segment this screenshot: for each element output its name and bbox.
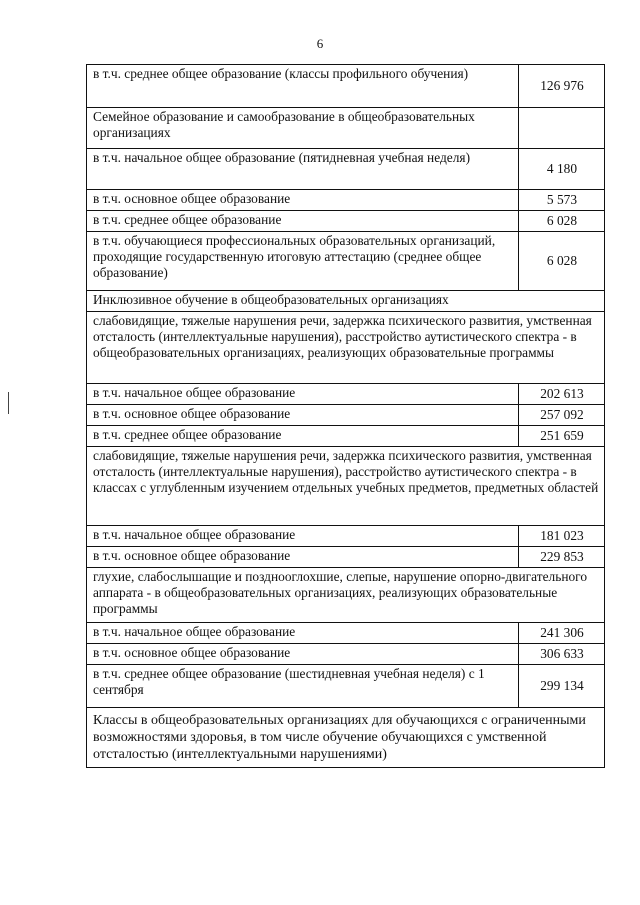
page-number: 6 <box>316 36 324 51</box>
row-value: 6 028 <box>519 232 605 291</box>
row-value: 299 134 <box>519 665 605 708</box>
table-row <box>87 384 605 405</box>
row-label: в т.ч. начальное общее образование (пятидневная учебная неделя) <box>87 149 519 190</box>
row-value: 251 659 <box>519 426 605 447</box>
table-row <box>87 547 605 568</box>
row-value: 202 613 <box>519 384 605 405</box>
table-row <box>87 405 605 426</box>
data-table <box>86 64 605 768</box>
table-row <box>87 149 605 190</box>
row-label: в т.ч. основное общее образование <box>87 405 519 426</box>
section-heading: слабовидящие, тяжелые нарушения речи, задержка психического развития, умственная отсталость (интеллектуальные нарушения), расстройство аутистического спектра - в общеобразовательных организациях, реализующих образовательные программы <box>87 312 605 384</box>
table-row <box>87 65 605 108</box>
section-heading: слабовидящие, тяжелые нарушения речи, задержка психического развития, умственная отсталость (интеллектуальные нарушения), расстройство аутистического спектра - в классах с углубленным изучением отдельных учебных предметов, предметных областей <box>87 447 605 526</box>
row-value: 126 976 <box>519 65 605 108</box>
row-value: 229 853 <box>519 547 605 568</box>
row-value: 257 092 <box>519 405 605 426</box>
table-row <box>87 665 605 708</box>
table-row <box>87 291 605 312</box>
row-value: 5 573 <box>519 190 605 211</box>
row-value: 306 633 <box>519 644 605 665</box>
table-row <box>87 190 605 211</box>
row-label: в т.ч. основное общее образование <box>87 190 519 211</box>
row-value: 4 180 <box>519 149 605 190</box>
table-row <box>87 447 605 526</box>
margin-mark <box>8 392 9 414</box>
table-row <box>87 426 605 447</box>
section-heading: глухие, слабослышащие и позднооглохшие, слепые, нарушение опорно-двигательного аппарата - в общеобразовательных организациях, реализующих образовательные программы <box>87 568 605 623</box>
section-heading: Инклюзивное обучение в общеобразовательных организациях <box>87 291 605 312</box>
row-label: в т.ч. начальное общее образование <box>87 526 519 547</box>
row-label: в т.ч. обучающиеся профессиональных образовательных организаций, проходящие государственную итоговую аттестацию (среднее общее образование) <box>87 232 519 291</box>
row-label: в т.ч. основное общее образование <box>87 644 519 665</box>
table-row <box>87 644 605 665</box>
row-label: Семейное образование и самообразование в общеобразовательных организациях <box>87 108 519 149</box>
table-row <box>87 568 605 623</box>
row-value <box>519 108 605 149</box>
row-label: в т.ч. основное общее образование <box>87 547 519 568</box>
row-value: 181 023 <box>519 526 605 547</box>
table-row <box>87 623 605 644</box>
table-row <box>87 108 605 149</box>
table-row <box>87 526 605 547</box>
table-row <box>87 312 605 384</box>
row-label: в т.ч. среднее общее образование (шестидневная учебная неделя) с 1 сентября <box>87 665 519 708</box>
row-label: в т.ч. среднее общее образование <box>87 211 519 232</box>
section-heading: Классы в общеобразовательных организациях для обучающихся с ограниченными возможностями здоровья, в том числе обучение обучающихся с умственной отсталостью (интеллектуальными нарушениями) <box>87 708 605 768</box>
table-row <box>87 232 605 291</box>
row-value: 241 306 <box>519 623 605 644</box>
table-row <box>87 211 605 232</box>
row-label: в т.ч. среднее общее образование (классы профильного обучения) <box>87 65 519 108</box>
row-label: в т.ч. начальное общее образование <box>87 623 519 644</box>
row-label: в т.ч. начальное общее образование <box>87 384 519 405</box>
row-value: 6 028 <box>519 211 605 232</box>
row-label: в т.ч. среднее общее образование <box>87 426 519 447</box>
table-row <box>87 708 605 768</box>
